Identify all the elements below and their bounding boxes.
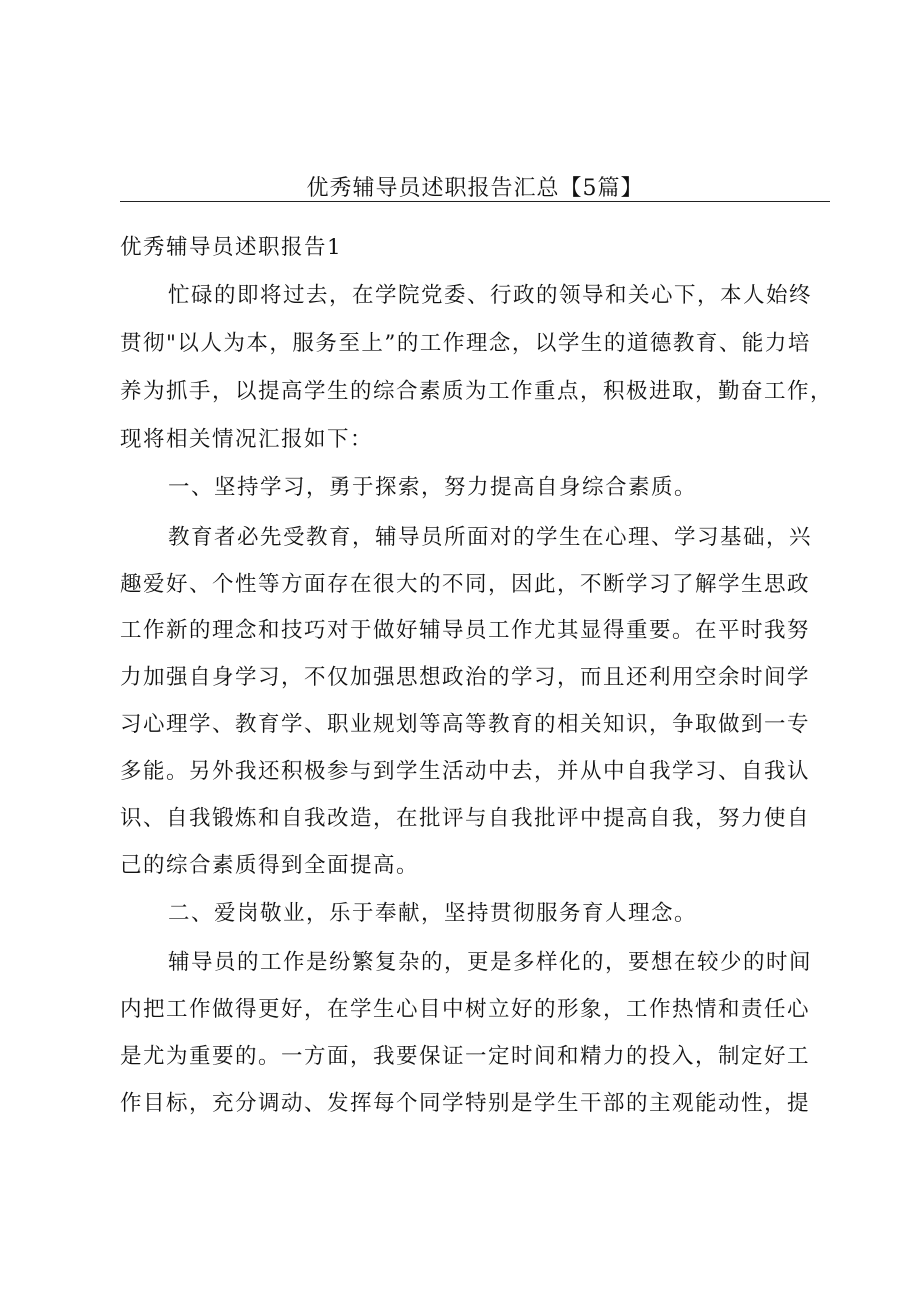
paragraph-line: 趣爱好、个性等方面存在很大的不同，因此，不断学习了解学生思政 <box>120 572 811 597</box>
paragraph-line: 力加强自身学习，不仅加强思想政治的学习，而且还利用空余时间学 <box>120 665 811 690</box>
section-heading: 二、爱岗敬业，乐于奉献，坚持贯彻服务育人理念。 <box>168 901 698 926</box>
paragraph-line: 识、自我锻炼和自我改造，在批评与自我批评中提高自我，努力使自 <box>120 806 811 831</box>
paragraph-line: 内把工作做得更好，在学生心目中树立好的形象，工作热情和责任心 <box>120 997 811 1022</box>
paragraph-line: 辅导员的工作是纷繁复杂的，更是多样化的，要想在较少的时间 <box>168 950 813 975</box>
paragraph-line: 养为抓手，以提高学生的综合素质为工作重点，积极进取，勤奋工作， <box>120 379 834 404</box>
paragraph-line: 忙碌的即将过去，在学院党委、行政的领导和关心下，本人始终 <box>168 283 813 308</box>
section-heading: 一、坚持学习，勇于探索，努力提高自身综合素质。 <box>168 475 698 500</box>
paragraph-line: 现将相关情况汇报如下： <box>120 427 374 452</box>
paragraph-line: 习心理学、教育学、职业规划等高等教育的相关知识，争取做到一专 <box>120 712 811 737</box>
title-underline <box>120 201 830 202</box>
paragraph-line: 教育者必先受教育，辅导员所面对的学生在心理、学习基础，兴 <box>168 525 813 550</box>
paragraph-line: 作目标，充分调动、发挥每个同学特别是学生干部的主观能动性，提 <box>120 1091 811 1116</box>
paragraph-line: 工作新的理念和技巧对于做好辅导员工作尤其显得重要。在平时我努 <box>120 618 811 643</box>
paragraph-line: 己的综合素质得到全面提高。 <box>120 853 420 878</box>
section-heading: 优秀辅导员述职报告1 <box>120 235 343 260</box>
paragraph-line: 贯彻"以人为本，服务至上”的工作理念，以学生的道德教育、能力培 <box>120 331 811 356</box>
document-title: 优秀辅导员述职报告汇总【5篇】 <box>306 176 644 201</box>
paragraph-line: 是尤为重要的。一方面，我要保证一定时间和精力的投入，制定好工 <box>120 1044 811 1069</box>
paragraph-line: 多能。另外我还积极参与到学生活动中去，并从中自我学习、自我认 <box>120 759 811 784</box>
